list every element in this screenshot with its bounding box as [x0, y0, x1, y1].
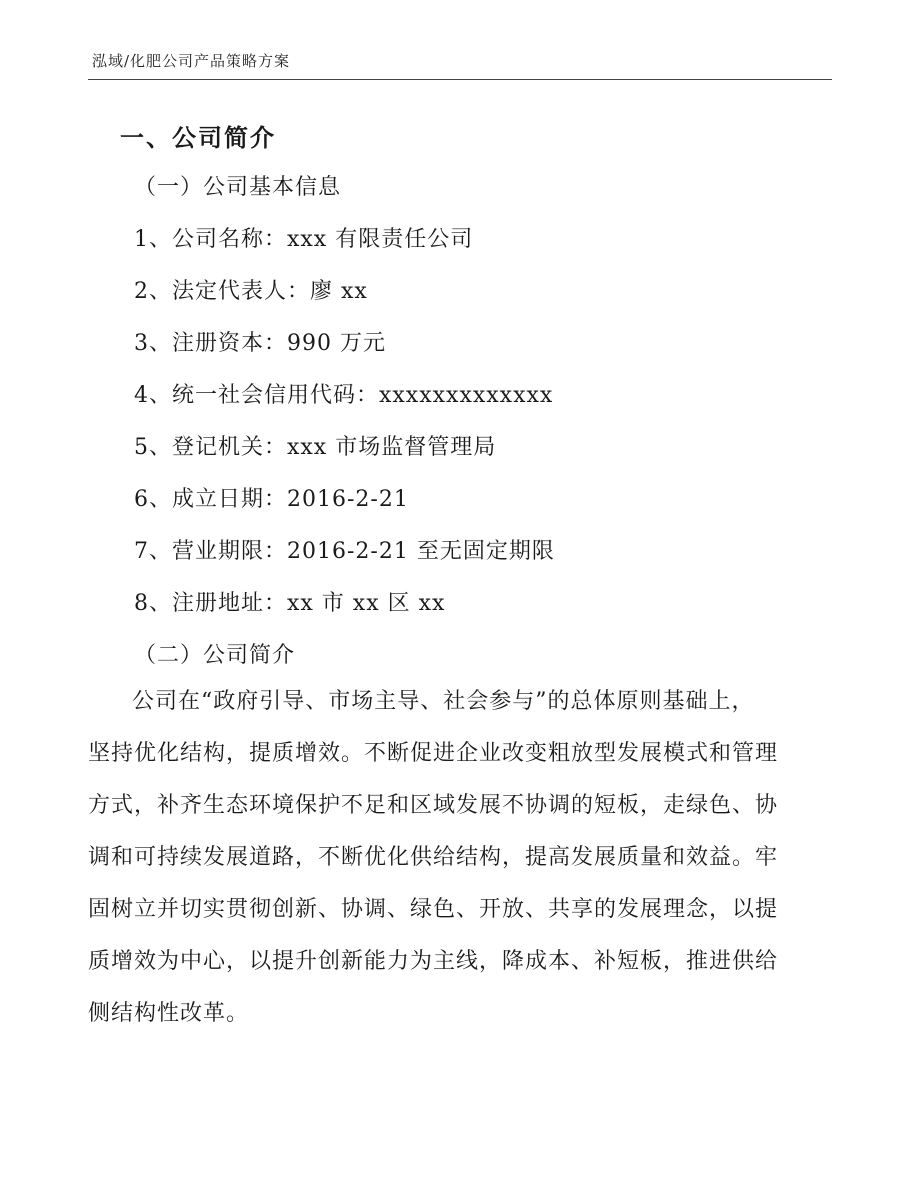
info-item-legal-representative: 2、法定代表人：廖 xx	[134, 279, 368, 304]
info-item-company-name: 1、公司名称：xxx 有限责任公司	[134, 227, 474, 252]
info-item-credit-code: 4、统一社会信用代码：xxxxxxxxxxxxx	[134, 383, 554, 408]
basic-info-heading: （一）公司基本信息	[134, 175, 342, 200]
section-title: 一、公司简介	[120, 124, 276, 152]
running-header: 泓域/化肥公司产品策略方案	[92, 52, 291, 70]
info-item-registration-authority: 5、登记机关：xxx 市场监督管理局	[134, 435, 497, 460]
header-rule	[88, 79, 832, 80]
info-item-establishment-date: 6、成立日期：2016-2-21	[134, 487, 409, 512]
info-item-business-term: 7、营业期限：2016-2-21 至无固定期限	[134, 539, 555, 564]
intro-line: 侧结构性改革。	[88, 1001, 250, 1026]
info-item-registered-capital: 3、注册资本：990 万元	[134, 331, 386, 356]
intro-line: 质增效为中心，以提升创新能力为主线，降成本、补短板，推进供给	[88, 949, 779, 974]
intro-line: 固树立并切实贯彻创新、协调、绿色、开放、共享的发展理念，以提	[88, 897, 779, 922]
info-item-registered-address: 8、注册地址：xx 市 xx 区 xx	[134, 591, 446, 616]
intro-paragraph	[88, 676, 828, 1040]
intro-line: 调和可持续发展道路，不断优化供给结构，提高发展质量和效益。牢	[88, 845, 779, 870]
intro-heading: （二）公司简介	[134, 643, 296, 668]
intro-line: 坚持优化结构，提质增效。不断促进企业改变粗放型发展模式和管理	[88, 741, 779, 766]
intro-line: 公司在“政府引导、市场主导、社会参与”的总体原则基础上，	[132, 689, 755, 714]
intro-line: 方式，补齐生态环境保护不足和区域发展不协调的短板，走绿色、协	[88, 793, 779, 818]
